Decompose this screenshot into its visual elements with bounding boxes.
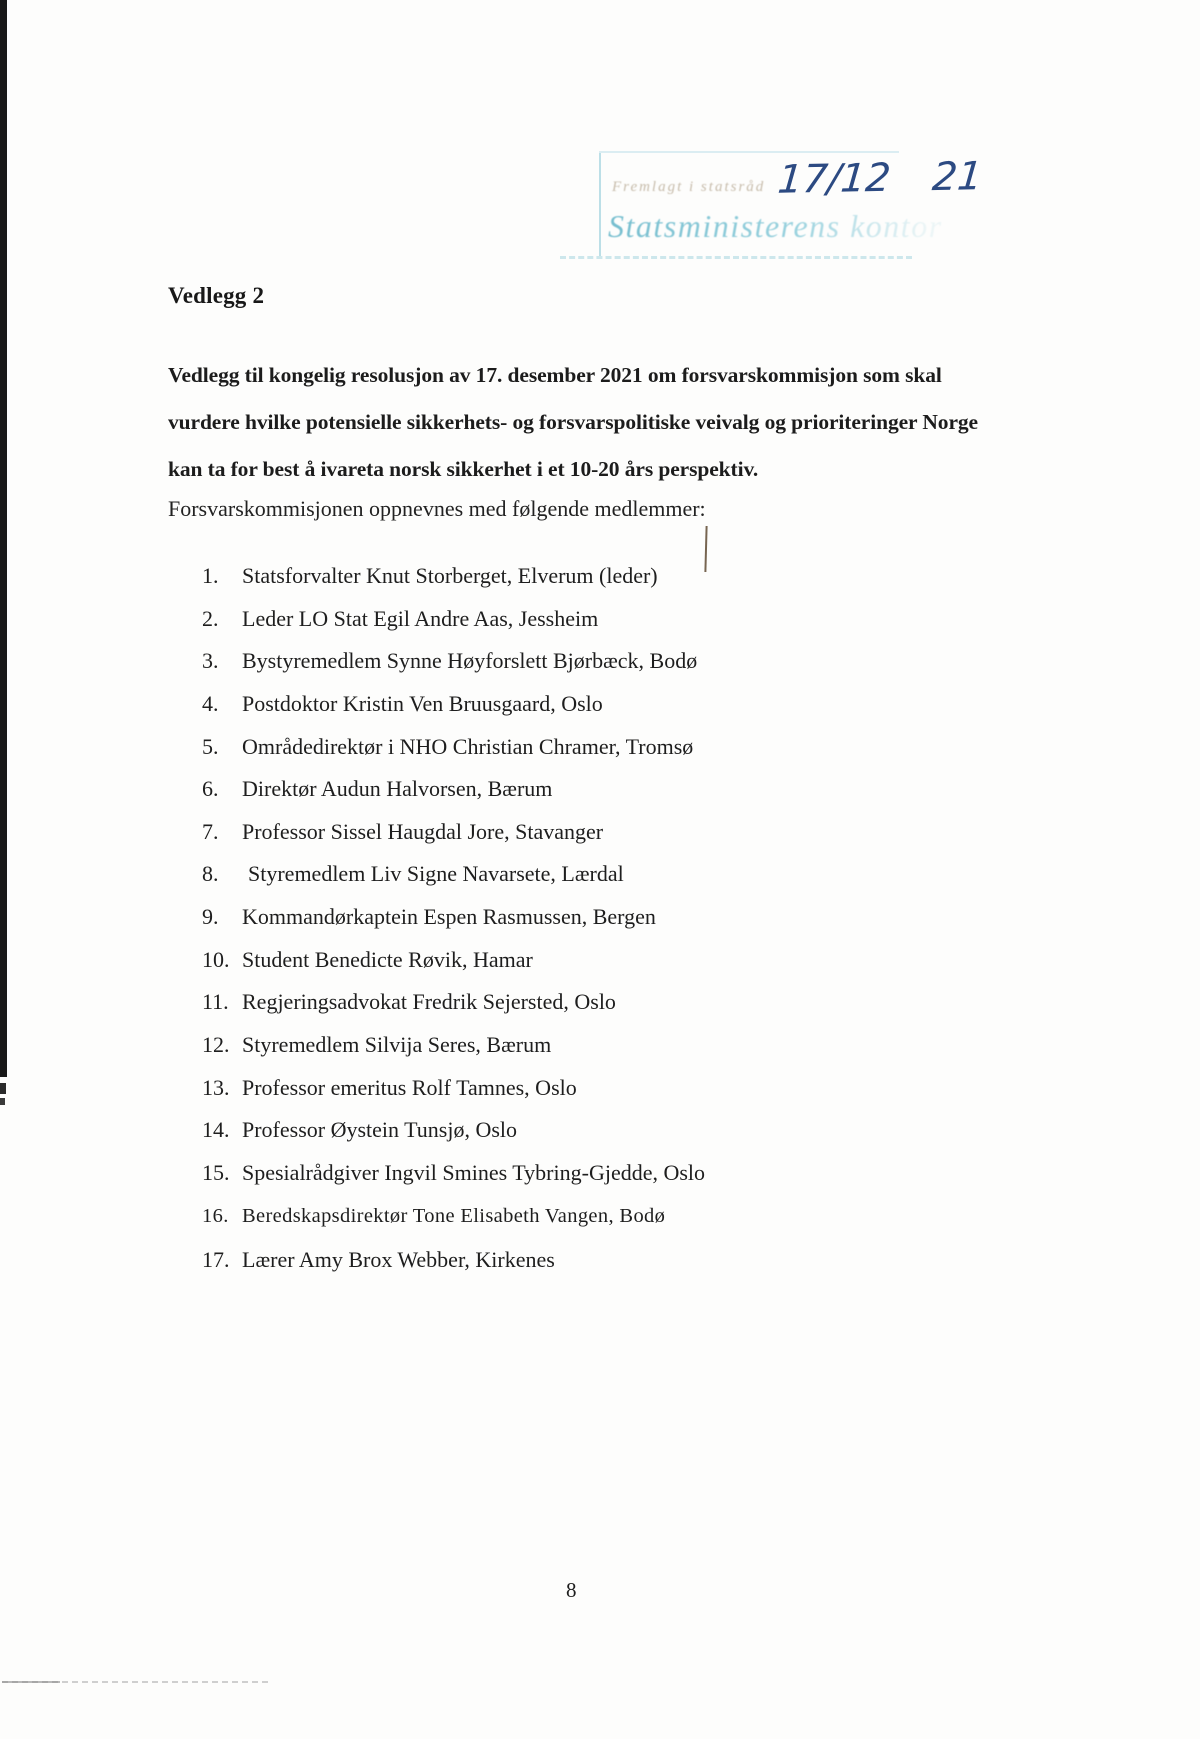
list-item-number: 16.	[202, 1204, 229, 1227]
attachment-heading: Vedlegg 2	[168, 283, 265, 308]
list-item	[202, 734, 962, 777]
list-item	[202, 989, 962, 1032]
intro-line: Vedlegg til kongelig resolusjon av 17. desember 2021 om forsvarskommisjon som skal	[168, 363, 942, 387]
page-number: 8	[566, 1578, 577, 1602]
scanner-edge-artifact	[0, 0, 7, 1077]
office-stamp	[560, 148, 1040, 268]
list-item	[202, 606, 962, 649]
list-item-number: 5.	[202, 733, 219, 759]
list-item-text: Kommandørkaptein Espen Rasmussen, Bergen	[242, 904, 656, 930]
list-item-number: 17.	[202, 1247, 230, 1273]
scanner-edge-artifact-dash	[0, 1083, 6, 1094]
list-item	[202, 861, 962, 904]
list-item-text: Spesialrådgiver Ingvil Smines Tybring-Gjedde, Oslo	[242, 1159, 706, 1185]
list-item	[202, 819, 962, 862]
list-item-number: 14.	[202, 1117, 230, 1143]
list-item-number: 13.	[202, 1074, 230, 1100]
list-item-text: Statsforvalter Knut Storberget, Elverum (leder)	[242, 563, 658, 588]
list-item-number: 3.	[202, 648, 219, 674]
list-item	[202, 563, 962, 606]
list-item-text: Områdedirektør i NHO Christian Chramer, Tromsø	[242, 733, 694, 759]
list-item-number: 10.	[202, 946, 230, 972]
list-item	[202, 1075, 962, 1118]
list-item	[202, 691, 962, 734]
list-item-text: Direktør Audun Halvorsen, Bærum	[242, 776, 553, 802]
members-list	[202, 563, 962, 1290]
list-item-text: Styremedlem Liv Signe Navarsete, Lærdal	[248, 861, 624, 887]
list-item	[202, 947, 962, 990]
list-item-number: 11.	[202, 989, 229, 1015]
list-item-text: Beredskapsdirektør Tone Elisabeth Vangen, Bodø	[242, 1204, 666, 1227]
list-item	[202, 776, 962, 819]
list-item	[202, 1203, 962, 1248]
stamp-underline	[560, 256, 912, 259]
list-item-number: 1.	[202, 563, 219, 588]
list-item-text: Leder LO Stat Egil Andre Aas, Jessheim	[242, 605, 599, 631]
stamp-presented-text: Fremlagt i statsråd	[612, 179, 766, 195]
list-item-text: Professor Øystein Tunsjø, Oslo	[242, 1117, 518, 1143]
stamp-date-day-month: 17/12	[775, 155, 893, 203]
list-item	[202, 1247, 962, 1290]
list-item-text: Regjeringsadvokat Fredrik Sejersted, Oslo	[242, 989, 616, 1015]
list-item-text: Professor Sissel Haugdal Jore, Stavanger	[242, 818, 604, 844]
list-item	[202, 1160, 962, 1203]
list-item	[202, 648, 962, 691]
list-item-text: Student Benedicte Røvik, Hamar	[242, 946, 533, 972]
list-item-text: Professor emeritus Rolf Tamnes, Oslo	[242, 1074, 577, 1100]
list-item	[202, 1032, 962, 1075]
list-item-number: 4.	[202, 690, 219, 716]
list-item-text: Lærer Amy Brox Webber, Kirkenes	[242, 1247, 555, 1273]
list-item-number: 6.	[202, 776, 219, 802]
stamp-handwritten-date	[776, 154, 984, 203]
stamp-office-name: Statsministerens kontor	[608, 208, 943, 244]
stamp-border-left	[599, 153, 601, 256]
list-item-number: 9.	[202, 904, 219, 930]
list-item-number: 7.	[202, 818, 219, 844]
scanner-bottom-artifact-dark	[2, 1681, 60, 1683]
list-item-number: 15.	[202, 1159, 230, 1185]
list-item-number: 12.	[202, 1032, 230, 1058]
list-item-text: Postdoktor Kristin Ven Bruusgaard, Oslo	[242, 690, 603, 716]
list-item-text: Styremedlem Silvija Seres, Bærum	[242, 1032, 552, 1058]
list-intro-text: Forsvarskommisjonen oppnevnes med følgende medlemmer:	[168, 496, 706, 521]
list-item	[202, 904, 962, 947]
list-item-number: 2.	[202, 605, 219, 631]
list-item	[202, 1117, 962, 1160]
stamp-border-top	[599, 151, 899, 153]
list-item-number: 8.	[202, 861, 219, 887]
intro-line: vurdere hvilke potensielle sikkerhets- og forsvarspolitiske veivalg og prioriteringer Norge	[168, 410, 978, 434]
scanner-edge-artifact-dash	[0, 1098, 5, 1105]
intro-line: kan ta for best å ivareta norsk sikkerhet i et 10-20 års perspektiv.	[168, 457, 759, 481]
list-item-text: Bystyremedlem Synne Høyforslett Bjørbæck, Bodø	[242, 648, 698, 674]
intro-paragraph	[168, 352, 1068, 493]
stamp-date-year: 21	[930, 154, 985, 201]
